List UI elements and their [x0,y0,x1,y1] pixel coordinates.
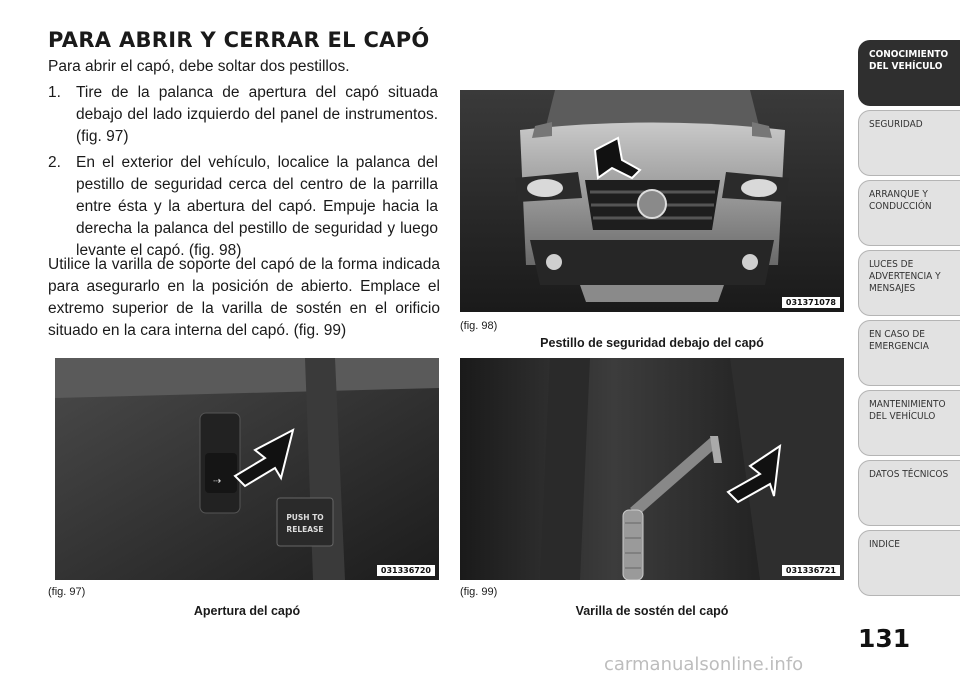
page-title: PARA ABRIR Y CERRAR EL CAPÓ [48,28,430,52]
tab-en-caso-de-emergencia[interactable] [858,320,960,386]
tab-seguridad[interactable] [858,110,960,176]
svg-text:RELEASE: RELEASE [286,525,324,534]
svg-text:⇢: ⇢ [213,476,222,487]
figure-ref: (fig. 97) [48,586,86,598]
tab-label: DATOS TÉCNICOS [869,469,949,480]
tab-label: CONOCIMIENTO DEL VEHÍCULO [869,49,949,72]
support-rod-illustration [460,358,844,580]
tab-label: LUCES DE ADVERTENCIA Y MENSAJES [869,259,941,294]
figure-98-photo [460,90,844,312]
tab-mantenimiento-del-vehiculo[interactable] [858,390,960,456]
figure-ref: (fig. 99) [460,586,498,598]
step-text: Tire de la palanca de apertura del capó situada debajo del lado izquierdo del panel de instrumentos. (fig. 97) [76,84,438,145]
figure-code: 031336721 [782,565,840,576]
watermark: carmanualsonline.info [604,654,804,675]
tab-label: EN CASO DE EMERGENCIA [869,329,929,352]
body-paragraph: Utilice la varilla de soporte del capó de la forma indicada para asegurarlo en la posición de abierto. Emplace el extremo superior de la varilla de sostén en el orificio situado en la cara interna del capó. (fig. 99) [48,256,440,339]
intro-text: Para abrir el capó, debe soltar dos pestillos. [48,58,350,75]
tab-conocimiento-del-vehiculo[interactable] [858,40,960,106]
tab-label: MANTENIMIENTO DEL VEHÍCULO [869,399,946,422]
figure-caption: Pestillo de seguridad debajo del capó [540,336,764,350]
svg-text:PUSH TO: PUSH TO [286,513,324,522]
page-number: 131 [858,624,911,653]
step-1 [48,82,438,148]
tab-label: ARRANQUE Y CONDUCCIÓN [869,189,932,212]
figure-code: 031371078 [782,297,840,308]
figure-99-photo [460,358,844,580]
figure-code: 031336720 [377,565,435,576]
figure-ref: (fig. 98) [460,320,498,332]
tab-datos-tecnicos[interactable] [858,460,960,526]
tab-indice[interactable] [858,530,960,596]
figure-caption: Varilla de sostén del capó [575,604,729,618]
step-number: 2. [48,154,61,171]
figure-caption: Apertura del capó [193,604,301,618]
vehicle-front-illustration [460,90,844,312]
figure-97-photo [55,358,439,580]
tab-luces-de-advertencia[interactable] [858,250,960,316]
tab-label: INDICE [869,539,900,550]
tab-arranque-y-conduccion[interactable] [858,180,960,246]
chapter-tabs [858,0,960,640]
step-number: 1. [48,84,61,101]
emblem-icon [638,190,666,218]
step-2 [48,152,438,262]
step-text: En el exterior del vehículo, localice la palanca del pestillo de seguridad cerca del centro de la parrilla entre ésta y la abertura del capó. Empuje hacia la derecha la palanca del pestillo de seguridad y luego levante el capó. (fig. 98) [76,154,438,259]
tab-label: SEGURIDAD [869,119,923,130]
hood-release-illustration [55,358,439,580]
